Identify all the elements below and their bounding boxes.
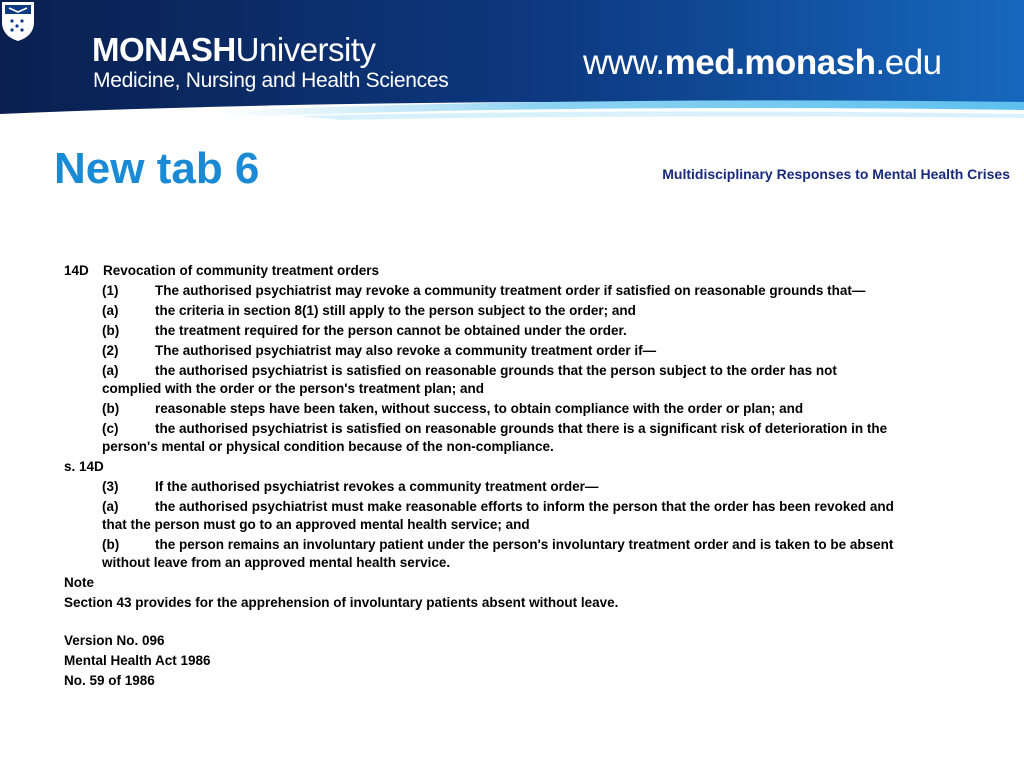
clause-text: reasonable steps have been taken, without success, to obtain compliance with the order or plan; and <box>155 401 804 416</box>
clause-item <box>64 302 894 320</box>
clause-item <box>64 362 894 398</box>
clause-label: (c) <box>102 421 119 436</box>
legislation-text <box>64 262 894 692</box>
clause-text: The authorised psychiatrist may also revoke a community treatment order if— <box>155 343 657 358</box>
url-bold: med.monash <box>664 43 876 82</box>
clause-item <box>64 536 894 572</box>
slide-title: New tab 6 <box>54 144 260 193</box>
clause-item <box>64 498 894 534</box>
version-number: Version No. 096 <box>64 633 165 648</box>
url-suffix: .edu <box>875 43 942 82</box>
act-number: No. 59 of 1986 <box>64 673 155 688</box>
clause-item <box>64 282 894 300</box>
note-heading: Note <box>64 575 94 590</box>
header-banner <box>0 0 1024 128</box>
clause-text: the treatment required for the person cannot be obtained under the order. <box>155 323 627 338</box>
clause-label: (2) <box>102 343 119 358</box>
clause-item <box>64 400 894 418</box>
section-heading <box>64 262 894 280</box>
brand-bold: MONASH <box>92 31 236 68</box>
url-prefix: www. <box>583 43 665 82</box>
note-text: Section 43 provides for the apprehension of involuntary patients absent without leave. <box>64 595 619 610</box>
clause-label: (a) <box>102 363 119 378</box>
clause-label: (1) <box>102 283 119 298</box>
clause-item <box>64 420 894 456</box>
clause-label: (b) <box>102 537 120 552</box>
clause-item <box>64 342 894 360</box>
spacer <box>64 614 894 632</box>
clause-text: If the authorised psychiatrist revokes a community treatment order— <box>155 479 599 494</box>
university-logotype <box>92 32 376 68</box>
section-reference: s. 14D <box>64 459 104 474</box>
clause-text: the person remains an involuntary patient under the person's involuntary treatment order and is taken to be absent without leave from an approved mental health service. <box>102 537 894 570</box>
section-title: Revocation of community treatment orders <box>103 263 380 278</box>
website-url <box>583 43 942 83</box>
clause-label: (3) <box>102 479 119 494</box>
clause-text: the criteria in section 8(1) still apply to the person subject to the order; and <box>155 303 636 318</box>
clause-label: (b) <box>102 323 120 338</box>
clause-label: (a) <box>102 303 119 318</box>
clause-item <box>64 478 894 496</box>
clause-label: (a) <box>102 499 119 514</box>
course-name: Multidisciplinary Responses to Mental Health Crises <box>662 166 1010 182</box>
act-name: Mental Health Act 1986 <box>64 653 211 668</box>
faculty-name: Medicine, Nursing and Health Sciences <box>93 69 449 92</box>
clause-text: the authorised psychiatrist must make reasonable efforts to inform the person that the order has been revoked and that the person must go to an approved mental health service; and <box>102 499 894 532</box>
clause-text: the authorised psychiatrist is satisfied on reasonable grounds that the person subject to the order has not complied with the order or the person's treatment plan; and <box>102 363 837 396</box>
section-number: 14D <box>64 263 89 278</box>
monash-crest-icon <box>0 0 36 42</box>
clause-text: the authorised psychiatrist is satisfied on reasonable grounds that there is a significant risk of deterioration in the person's mental or physical condition because of the non-compliance. <box>102 421 888 454</box>
clause-item <box>64 322 894 340</box>
clause-text: The authorised psychiatrist may revoke a community treatment order if satisfied on reasonable grounds that— <box>155 283 866 298</box>
clause-label: (b) <box>102 401 120 416</box>
brand-light: University <box>235 31 376 68</box>
